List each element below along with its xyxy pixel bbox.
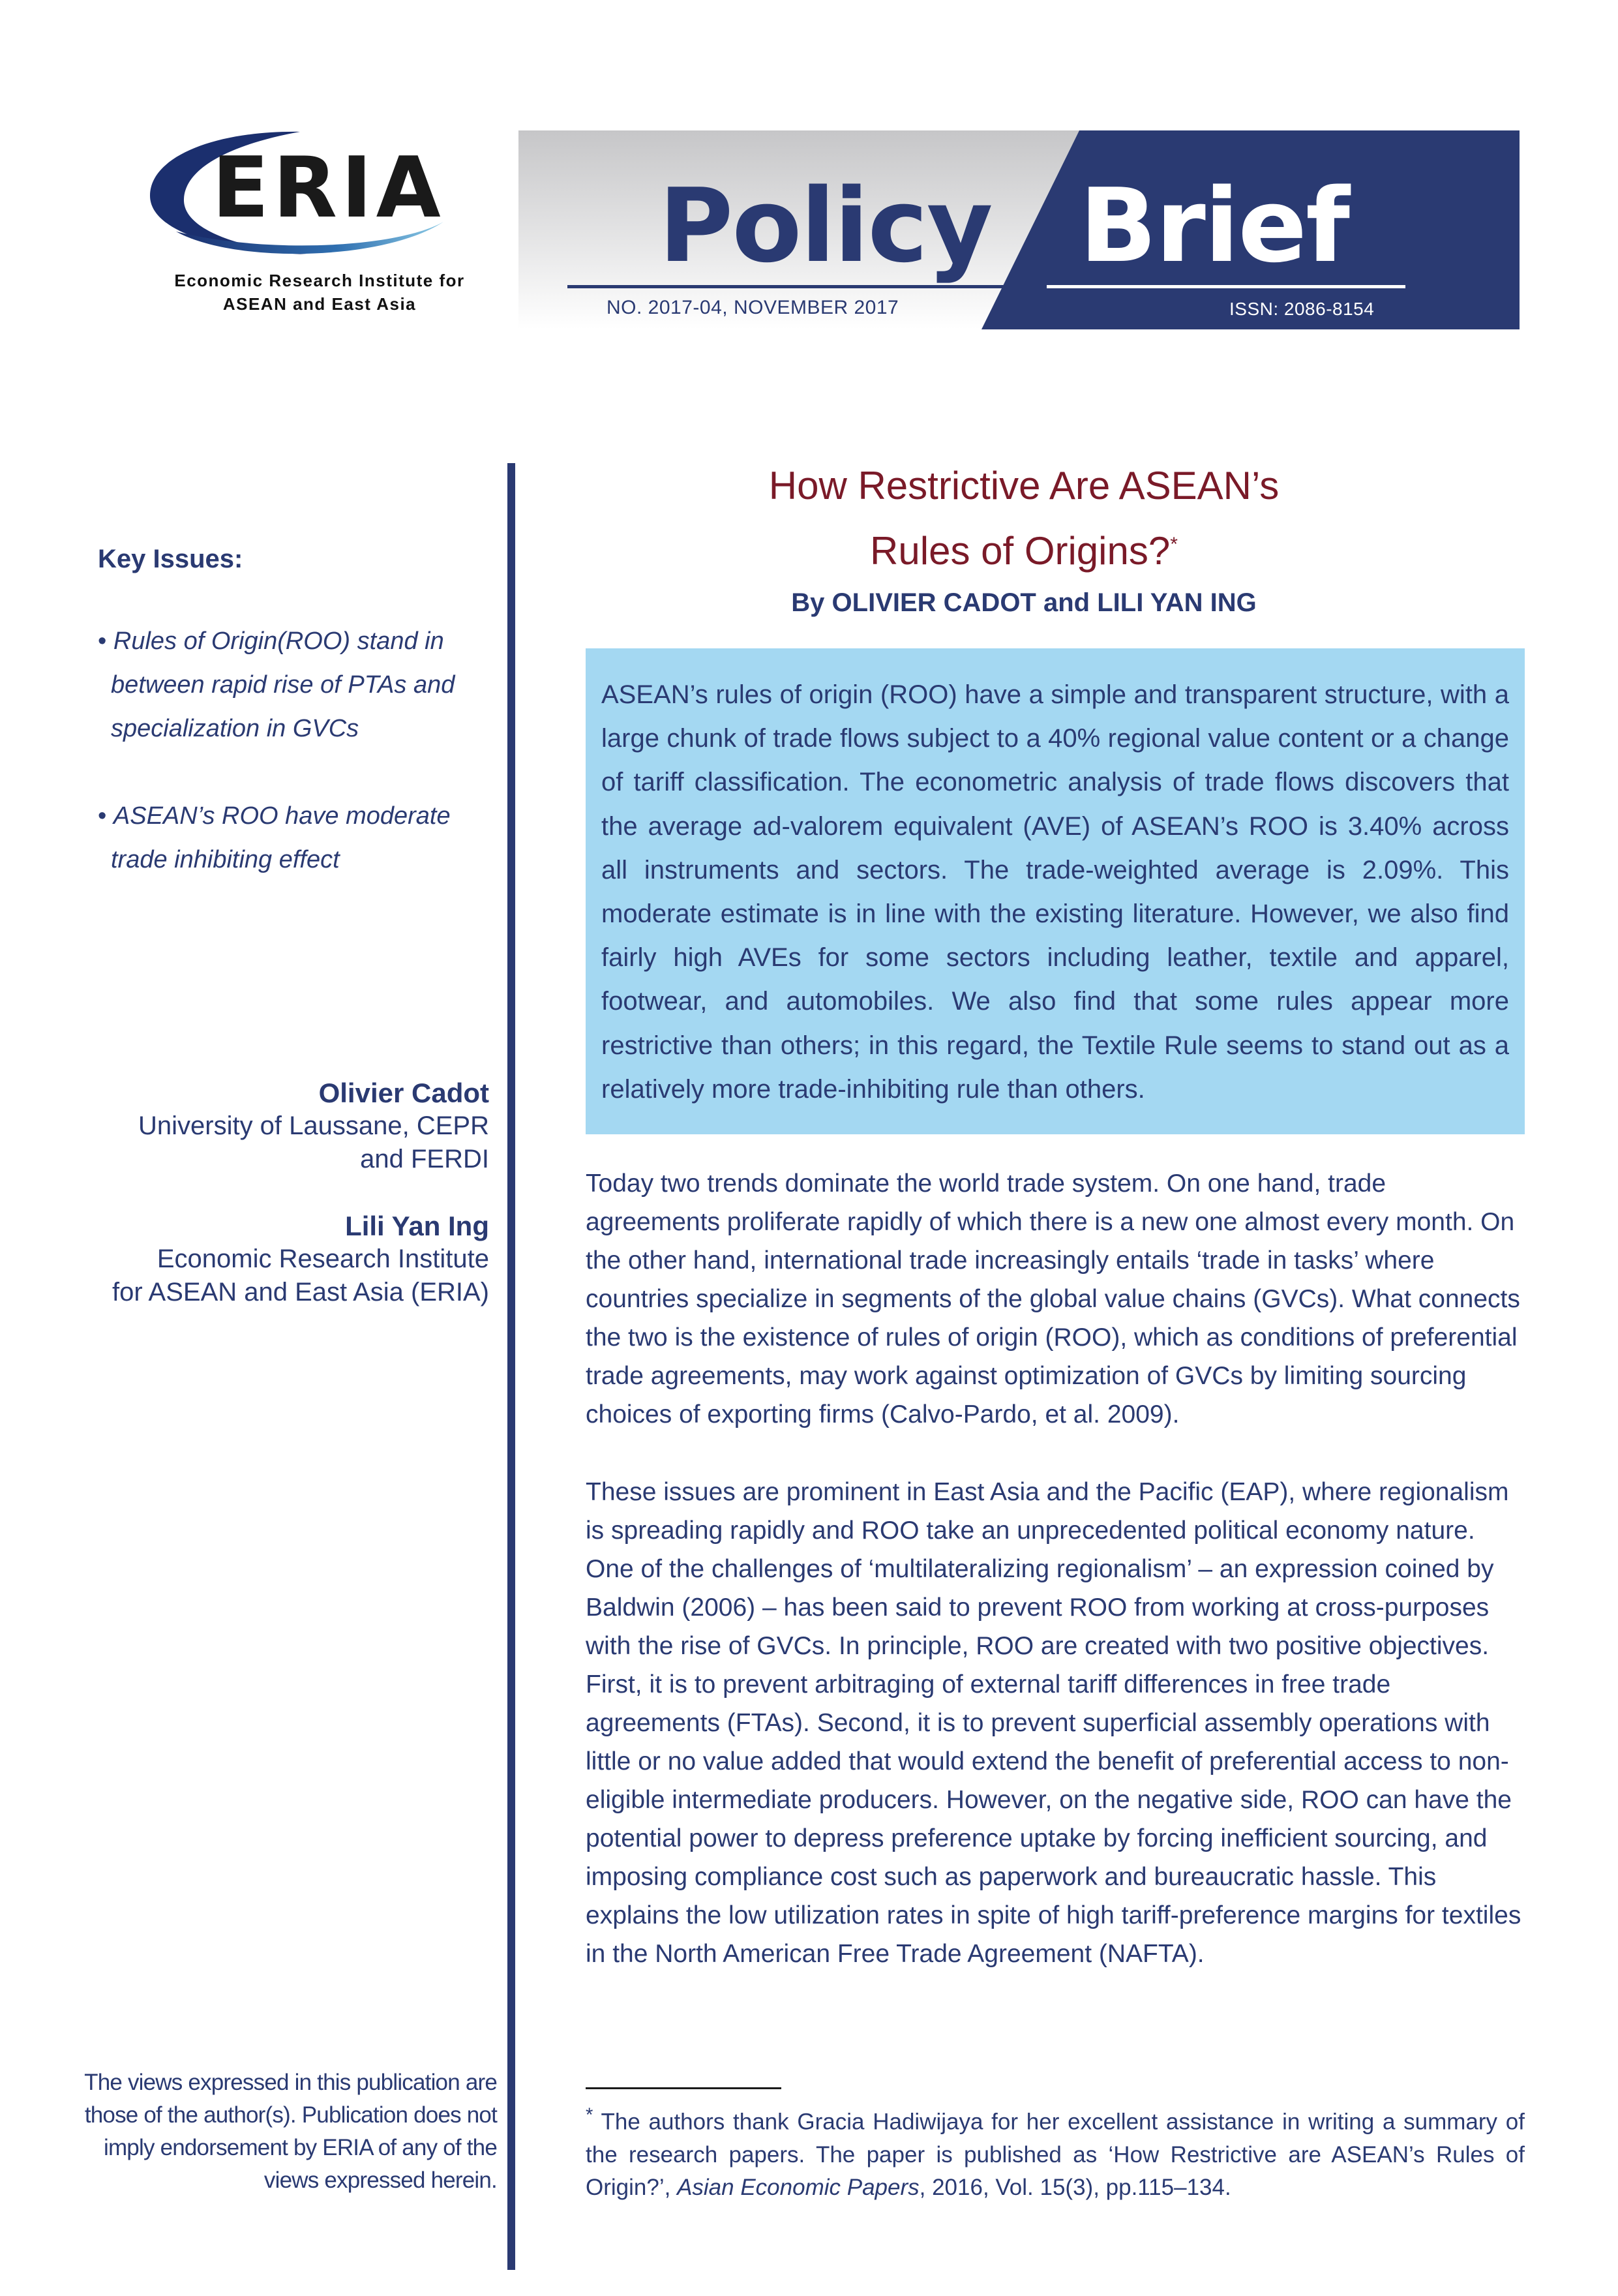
disclaimer: The views expressed in this publication are those of the author(s). Publication does not imply endorsement by ERIA of any of the views expressed herein.: [84, 2070, 497, 2193]
logo-wordmark: ERIA: [212, 140, 445, 237]
org-line-2: ASEAN and East Asia: [222, 294, 417, 314]
body-paragraph: These issues are prominent in East Asia and the Pacific (EAP), where regionalism is spreading rapidly and ROO take an unprecedented political economy nature. One of the challenges of ‘multilateralizing regionalism’ – an expression coined by Baldwin (2006) – has been said to prevent ROO from working at cross-purposes with the rise of GVCs. In principle, ROO are created with two positive objectives. First, it is to prevent arbitraging of external tariff differences in free trade agreements (FTAs). Second, it is to prevent superficial assembly operations with little or no value added that would extend the benefit of preferential access to non-eligible intermediate producers. However, on the negative side, ROO can have the potential power to depress preference uptake by forcing inefficient sourcing, and imposing compliance cost such as paperwork and bureaucratic hassle. This explains the low utilization rates in spite of high tariff-preference margins for textiles in the North American Free Trade Agreement (NAFTA).: [586, 1478, 1521, 1968]
key-issue-item: • ASEAN’s ROO have moderate trade inhibiting effect: [98, 794, 489, 882]
article-body: [586, 1164, 1525, 2012]
author-name: Lili Yan Ing: [345, 1211, 489, 1241]
article-title: [587, 453, 1461, 584]
author-affiliation: University of Laussane, CEPR: [138, 1111, 489, 1140]
footnote-journal: Asian Economic Papers: [677, 2174, 920, 2200]
org-line-1: Economic Research Institute for: [174, 271, 465, 290]
policy-brief-masthead: [518, 130, 1520, 329]
title-line-1: How Restrictive Are ASEAN’s: [768, 464, 1280, 507]
issue-number: NO. 2017-04, NOVEMBER 2017: [607, 297, 899, 318]
key-issues-title: Key Issues:: [98, 545, 243, 573]
masthead-policy: Policy: [659, 166, 992, 285]
footnote-rule: [586, 2087, 781, 2089]
column-divider: [507, 463, 515, 2270]
author-name: Olivier Cadot: [318, 1078, 489, 1108]
key-issues-list: [98, 620, 489, 926]
abstract-box: [586, 648, 1525, 1134]
footnote: [586, 2099, 1525, 2204]
author-affiliation: for ASEAN and East Asia (ERIA): [112, 1278, 489, 1307]
byline: By OLIVIER CADOT and LILI YAN ING: [791, 588, 1257, 617]
title-footnote-mark: *: [1170, 534, 1178, 555]
eria-logo: [137, 124, 502, 326]
footnote-text: The authors thank Gracia Hadiwijaya for her excellent assistance in writing a summary of the research papers. The paper is published as ‘How Restrictive are ASEAN’s Rules of Origin?’,: [586, 2109, 1525, 2200]
abstract-text: ASEAN’s rules of origin (ROO) have a simple and transparent structure, with a large chunk of trade flows subject to a 40% regional value content or a change of tariff classification. The econometric analysis of trade flows discovers that the average ad-valorem equivalent (AVE) of ASEAN’s ROO is 3.40% across all instruments and sectors. The trade-weighted average is 2.09%. This moderate estimate is in line with the existing literature. However, we also find fairly high AVEs for some sectors including leather, textile and apparel, footwear, and automobiles. We also find that some rules appear more restrictive than others; in this regard, the Textile Rule seems to stand out as a relatively more trade-inhibiting rule than others.: [601, 680, 1509, 1104]
title-line-2: [587, 519, 1461, 584]
title-line-2-text: Rules of Origins?: [870, 529, 1171, 573]
organization-name: [137, 269, 502, 316]
key-issue-item: • Rules of Origin(ROO) stand in between rapid rise of PTAs and specialization in GVCs: [98, 620, 489, 751]
footnote-citation: , 2016, Vol. 15(3), pp.115–134.: [919, 2174, 1231, 2200]
author-list: [65, 1076, 489, 1309]
footnote-mark: *: [586, 2105, 593, 2126]
author-affiliation: and FERDI: [360, 1145, 489, 1173]
issn: ISSN: 2086-8154: [1229, 299, 1375, 319]
body-paragraph: Today two trends dominate the world trade system. On one hand, trade agreements proliferate rapidly of which there is a new one almost every month. On the other hand, international trade increasingly entails ‘trade in tasks’ where countries specialize in segments of the global value chains (GVCs). What connects the two is the existence of rules of origin (ROO), which as conditions of preferential trade agreements, may work against optimization of GVCs by limiting sourcing choices of exporting firms (Calvo-Pardo, et al. 2009).: [586, 1170, 1520, 1428]
masthead-brief: Brief: [1079, 166, 1349, 285]
author-affiliation: Economic Research Institute: [157, 1245, 489, 1273]
